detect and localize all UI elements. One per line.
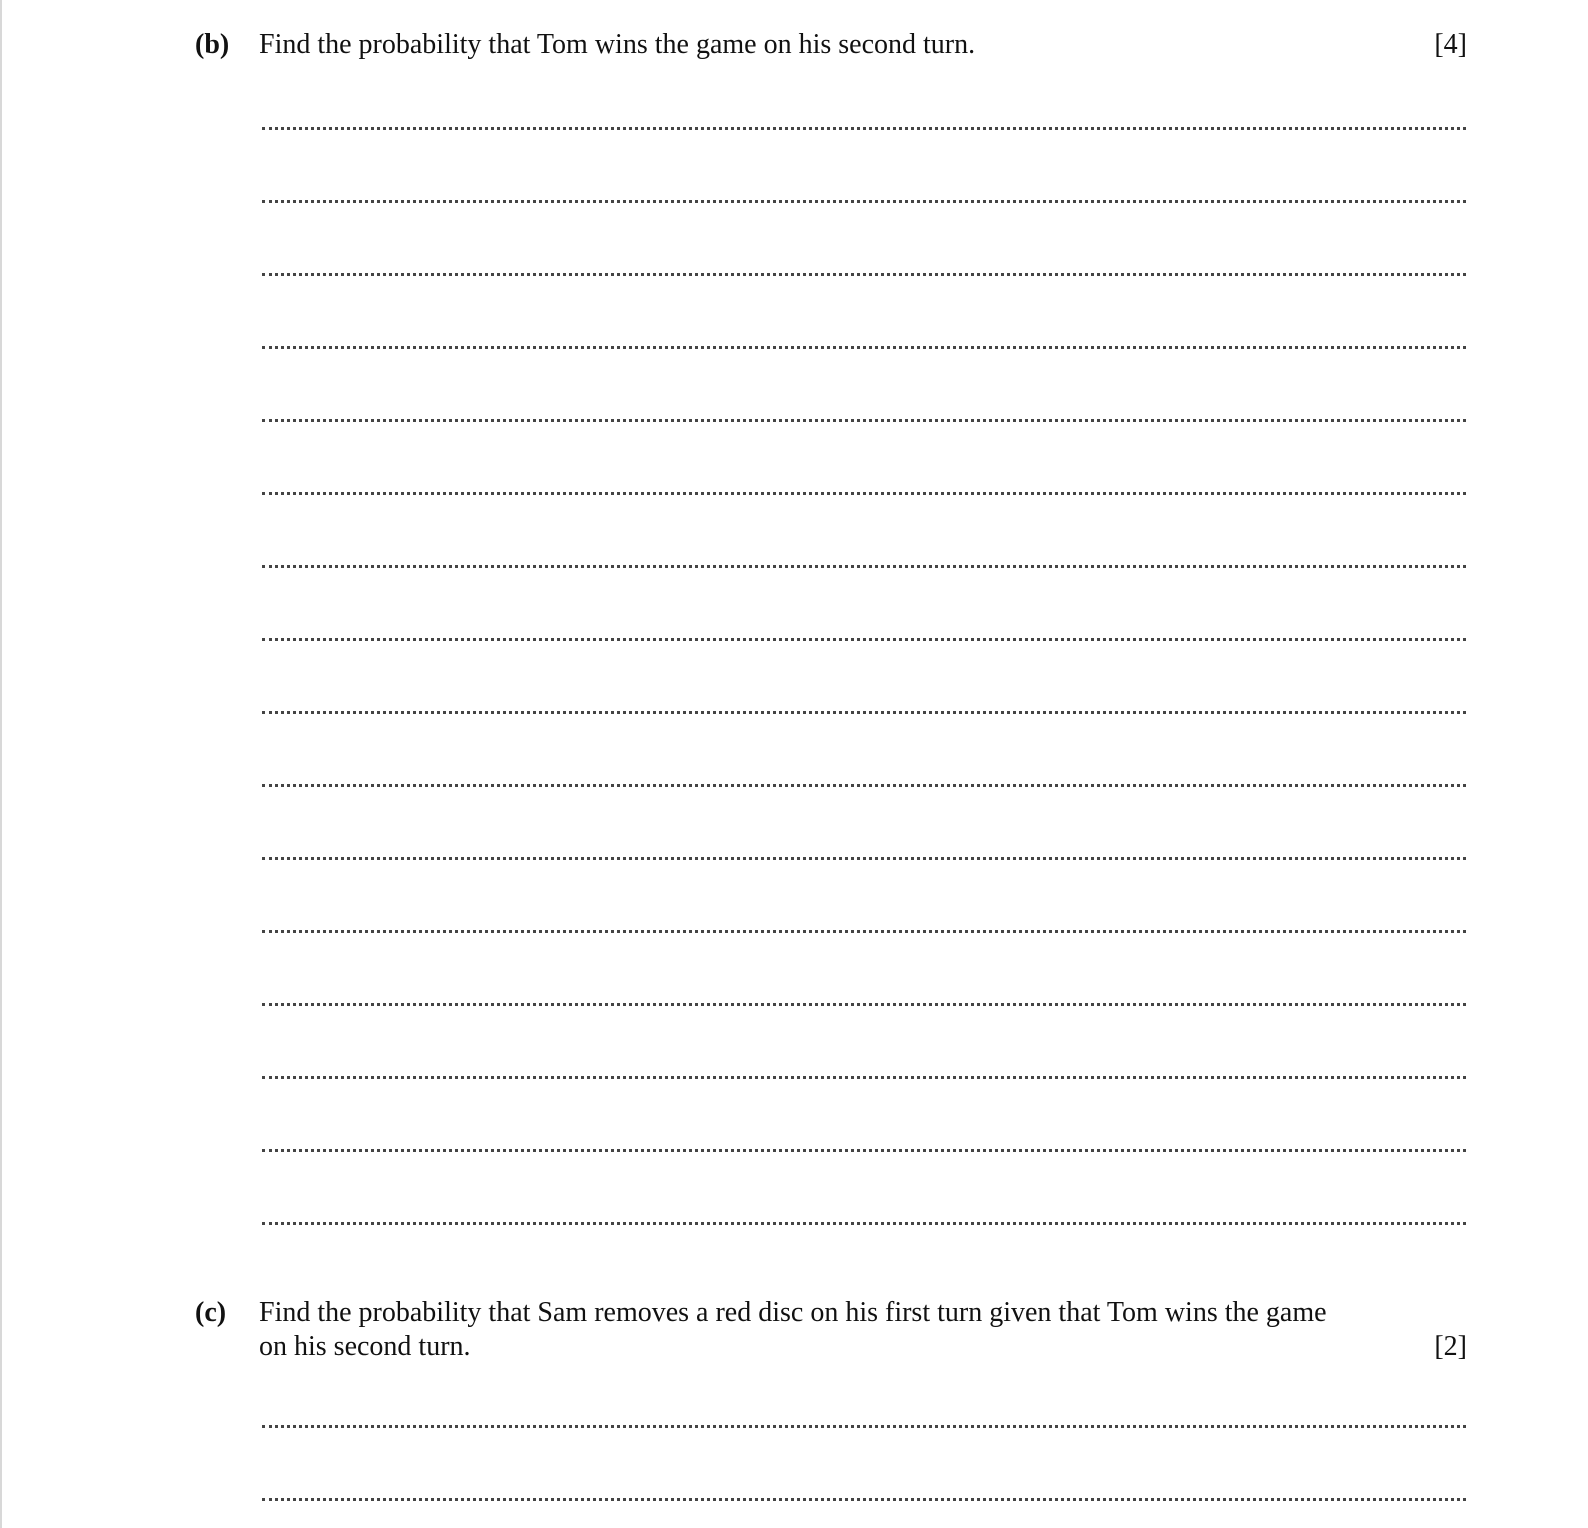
answer-line[interactable] <box>262 565 1466 568</box>
part-c-label: (c) <box>195 1297 227 1328</box>
page-left-edge <box>0 0 2 1528</box>
part-b-marks: [4] <box>1434 29 1467 60</box>
question-part-b <box>195 28 1467 68</box>
answer-line[interactable] <box>262 1425 1466 1428</box>
part-c-marks: [2] <box>1434 1331 1467 1362</box>
answer-line[interactable] <box>262 200 1466 203</box>
answer-line[interactable] <box>262 784 1466 787</box>
part-c-text-line1: Find the probability that Sam removes a red disc on his first turn given that Tom wins the game <box>259 1297 1327 1328</box>
answer-line[interactable] <box>262 857 1466 860</box>
answer-line[interactable] <box>262 346 1466 349</box>
part-b-label: (b) <box>195 29 230 60</box>
answer-line[interactable] <box>262 419 1466 422</box>
answer-line[interactable] <box>262 1003 1466 1006</box>
answer-line[interactable] <box>262 1222 1466 1225</box>
answer-line[interactable] <box>262 273 1466 276</box>
part-b-text: Find the probability that Tom wins the game on his second turn. <box>259 29 976 60</box>
answer-line[interactable] <box>262 1149 1466 1152</box>
answer-line[interactable] <box>262 127 1466 130</box>
question-part-c <box>195 1296 1467 1368</box>
answer-line[interactable] <box>262 1498 1466 1501</box>
answer-line[interactable] <box>262 1076 1466 1079</box>
answer-line[interactable] <box>262 711 1466 714</box>
answer-line[interactable] <box>262 492 1466 495</box>
answer-line[interactable] <box>262 638 1466 641</box>
part-c-text-line2: on his second turn. <box>259 1331 471 1362</box>
answer-line[interactable] <box>262 930 1466 933</box>
